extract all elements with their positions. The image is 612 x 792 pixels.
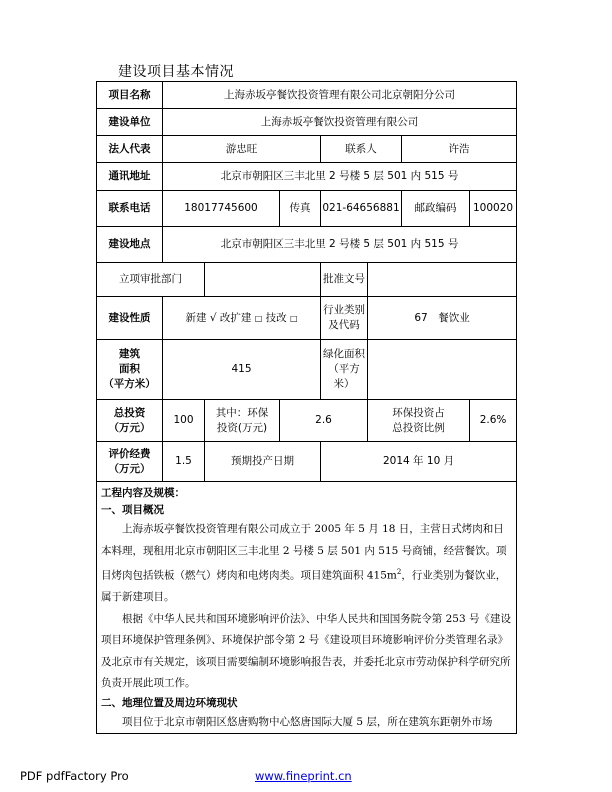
nature-tech-label: 技改 bbox=[265, 311, 287, 324]
approval-value bbox=[205, 263, 321, 297]
row-investment bbox=[97, 400, 517, 442]
project-info-table bbox=[96, 81, 517, 734]
section-overview-heading: 一、项目概况 bbox=[101, 504, 164, 516]
location-paragraph: 项目位于北京市朝阳区悠唐购物中心悠唐国际大厦 5 层，所在建筑东距朝外市场 bbox=[122, 715, 493, 728]
project-name-label: 项目名称 bbox=[97, 82, 163, 109]
builder-label: 建设单位 bbox=[97, 109, 163, 136]
row-site bbox=[97, 227, 517, 263]
row-phone bbox=[97, 191, 517, 227]
area-label-line3: （平方米） bbox=[103, 378, 156, 390]
row-project-name bbox=[97, 82, 517, 109]
project-content bbox=[97, 482, 517, 734]
nature-new-check: √ bbox=[209, 311, 217, 324]
env-investment-value: 2.6 bbox=[280, 400, 368, 442]
fax-label: 传真 bbox=[280, 191, 321, 227]
zip-label: 邮政编码 bbox=[402, 191, 470, 227]
nature-label: 建设性质 bbox=[97, 297, 163, 340]
phone-label: 联系电话 bbox=[97, 191, 163, 227]
approval-doc-label: 批准文号 bbox=[321, 263, 368, 297]
site-label: 建设地点 bbox=[97, 227, 163, 263]
green-area-label-line1: 绿化面积 bbox=[323, 348, 365, 360]
legal-rep-label: 法人代表 bbox=[97, 136, 163, 163]
nature-new-label: 新建 bbox=[185, 311, 207, 324]
footer-pdf-label: PDF pdfFactory Pro bbox=[20, 769, 129, 783]
overview-text-a: 上海赤坂亭餐饮投资管理有限公司成立于 2005 年 5 月 18 日，主营日式烤肉和日本料理，现租用北京市朝阳区三丰北里 2 号楼 5 层 501 内 515 号商铺，经营餐饮。项目烤肉包括铁板（燃气）烤肉和电烤肉类。项目建筑面积 415m bbox=[101, 523, 507, 582]
investment-value: 100 bbox=[163, 400, 205, 442]
env-ratio-value: 2.6% bbox=[470, 400, 517, 442]
address-label: 通讯地址 bbox=[97, 163, 163, 191]
row-area bbox=[97, 340, 517, 400]
approval-doc-value bbox=[368, 263, 517, 297]
legal-rep-value: 游忠旺 bbox=[163, 136, 321, 163]
investment-label bbox=[97, 400, 163, 442]
section-location-heading: 二、地理位置及周边环境现状 bbox=[101, 696, 238, 709]
address-value: 北京市朝阳区三丰北里 2 号楼 5 层 501 内 515 号 bbox=[163, 163, 517, 191]
nature-expand-box: □ bbox=[254, 313, 263, 323]
legal-basis-paragraph: 根据《中华人民共和国环境影响评价法》、中华人民共和国国务院令第 253 号《建设项目环境保护管理条例》、环境保护部令第 2 号《建设项目环境影响评价分类管理名录》及北京市有关规定，该项目需要编制环境影响报告表，并委托北京市劳动保护科学研究所负责开展此项工作。 bbox=[101, 612, 511, 689]
industry-label bbox=[321, 297, 368, 340]
site-value: 北京市朝阳区三丰北里 2 号楼 5 层 501 内 515 号 bbox=[163, 227, 517, 263]
row-nature bbox=[97, 297, 517, 340]
nature-expand-label: 改扩建 bbox=[219, 311, 252, 324]
row-content bbox=[97, 482, 517, 734]
eval-fee-label bbox=[97, 442, 163, 482]
area-label-line2: 面积 bbox=[119, 363, 140, 375]
env-ratio-label-line2: 总投资比例 bbox=[392, 421, 445, 434]
env-investment-label bbox=[205, 400, 280, 442]
builder-value: 上海赤坂亭餐饮投资管理有限公司 bbox=[163, 109, 517, 136]
row-eval bbox=[97, 442, 517, 482]
row-approval bbox=[97, 263, 517, 297]
green-area-value bbox=[368, 340, 517, 400]
area-label-line1: 建筑 bbox=[119, 348, 140, 360]
overview-paragraph bbox=[101, 519, 512, 609]
industry-label-line1: 行业类别 bbox=[323, 304, 365, 316]
project-name-value: 上海赤坂亭餐饮投资管理有限公司北京朝阳分公司 bbox=[163, 82, 517, 109]
eval-fee-label-line2: （万元） bbox=[108, 462, 151, 475]
overview-text-b: ，行业类别为餐饮业，属于新建项目。 bbox=[101, 569, 507, 603]
nature-tech-box: □ bbox=[289, 313, 298, 323]
nature-options bbox=[163, 297, 321, 340]
page-title: 建设项目基本情况 bbox=[118, 64, 234, 80]
eval-fee-label-line1: 评价经费 bbox=[108, 447, 151, 460]
investment-label-line1: 总投资 bbox=[113, 406, 146, 419]
production-date-value: 2014 年 10 月 bbox=[321, 442, 517, 482]
row-legal-rep bbox=[97, 136, 517, 163]
area-label bbox=[97, 340, 163, 400]
approval-label: 立项审批部门 bbox=[97, 263, 205, 297]
env-investment-label-line2: 投资(万元) bbox=[216, 421, 268, 434]
area-unit-superscript: 2 bbox=[396, 568, 402, 576]
fax-value: 021-64656881 bbox=[321, 191, 402, 227]
env-ratio-label-line1: 环保投资占 bbox=[392, 406, 445, 419]
footer-link[interactable]: www.fineprint.cn bbox=[255, 769, 352, 783]
production-date-label: 预期投产日期 bbox=[205, 442, 321, 482]
contact-value: 许浩 bbox=[402, 136, 517, 163]
industry-label-line2: 及代码 bbox=[328, 319, 360, 331]
green-area-label bbox=[321, 340, 368, 400]
content-heading: 工程内容及规模： bbox=[101, 487, 185, 499]
industry-value: 67 餐饮业 bbox=[368, 297, 517, 340]
row-address bbox=[97, 163, 517, 191]
zip-value: 100020 bbox=[470, 191, 517, 227]
phone-value: 18017745600 bbox=[163, 191, 280, 227]
green-area-label-line2: （平方米） bbox=[328, 363, 360, 390]
contact-label: 联系人 bbox=[321, 136, 402, 163]
row-builder bbox=[97, 109, 517, 136]
env-ratio-label bbox=[368, 400, 470, 442]
area-value: 415 bbox=[163, 340, 321, 400]
investment-label-line2: （万元） bbox=[108, 421, 151, 434]
eval-fee-value: 1.5 bbox=[163, 442, 205, 482]
env-investment-label-line1: 其中：环保 bbox=[215, 406, 269, 419]
